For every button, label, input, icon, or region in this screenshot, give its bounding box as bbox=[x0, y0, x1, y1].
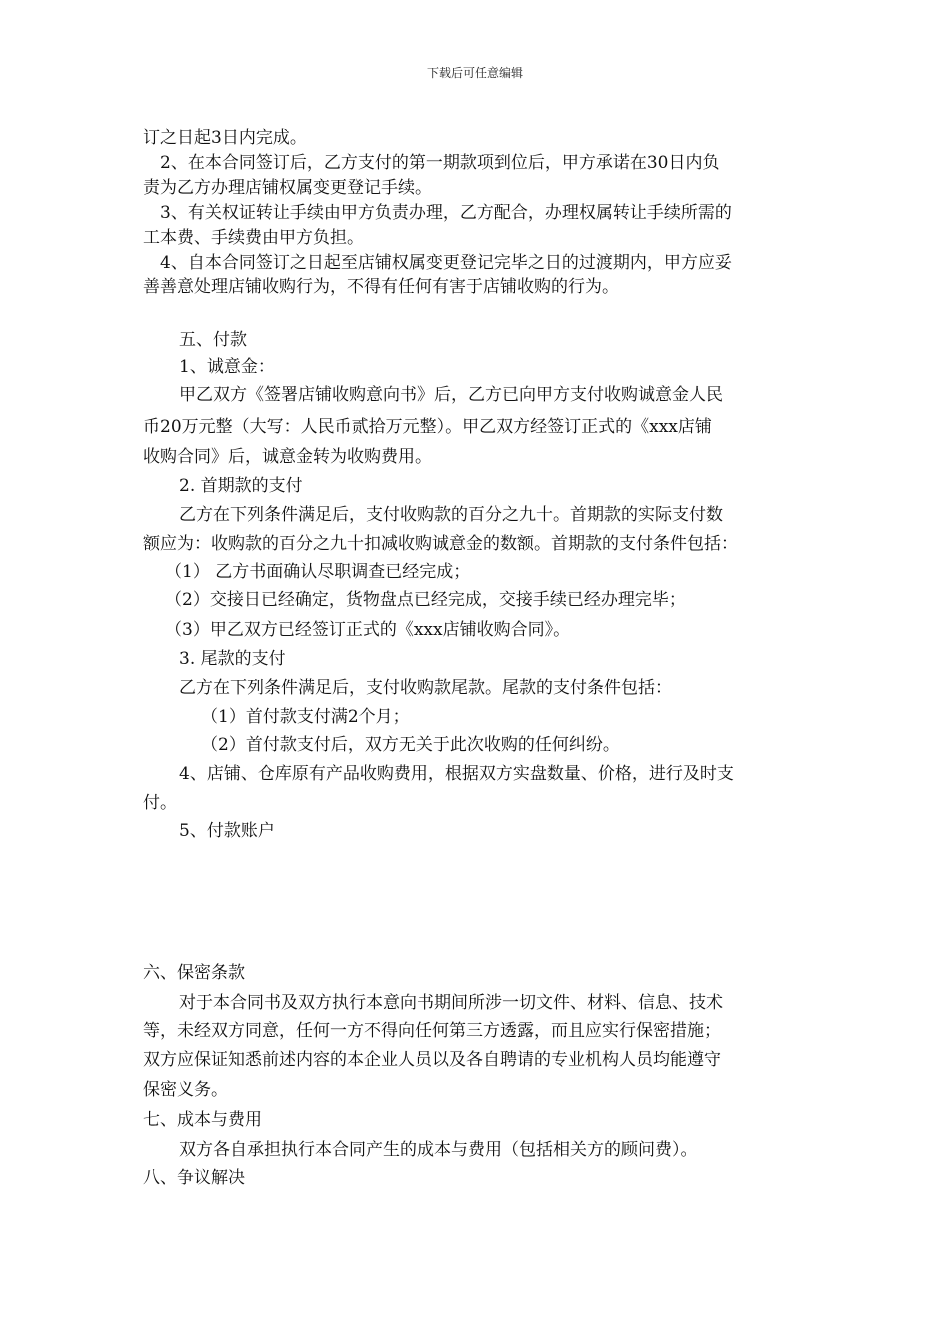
text-line: 订之日起3日内完成。 bbox=[143, 128, 307, 148]
text-line: 工本费、手续费由甲方负担。 bbox=[143, 228, 364, 248]
text-line: 保密义务。 bbox=[143, 1080, 228, 1100]
text-line: 币20万元整（大写：人民币贰拾万元整）。甲乙双方经签订正式的《xxx店铺 bbox=[143, 417, 712, 437]
text-line: 4、店铺、仓库原有产品收购费用，根据双方实盘数量、价格，进行及时支 bbox=[179, 764, 734, 784]
text-line: 额应为：收购款的百分之九十扣减收购诚意金的数额。首期款的支付条件包括： bbox=[143, 534, 738, 554]
section-heading: 八、争议解决 bbox=[143, 1168, 245, 1188]
text-line: 3. 尾款的支付 bbox=[179, 649, 286, 669]
text-line: 3、有关权证转让手续由甲方负责办理，乙方配合，办理权属转让手续所需的 bbox=[160, 203, 732, 223]
text-line: 2、在本合同签订后，乙方支付的第一期款项到位后，甲方承诺在30日内负 bbox=[160, 153, 720, 173]
text-line: 乙方在下列条件满足后，支付收购款的百分之九十。首期款的实际支付数 bbox=[179, 505, 723, 525]
text-line: 收购合同》后，诚意金转为收购费用。 bbox=[143, 447, 432, 467]
section-heading: 六、保密条款 bbox=[143, 963, 245, 983]
section-heading: 七、成本与费用 bbox=[143, 1110, 262, 1130]
text-line: 1、诚意金： bbox=[179, 357, 275, 377]
text-line: 甲乙双方《签署店铺收购意向书》后，乙方已向甲方支付收购诚意金人民 bbox=[179, 385, 723, 405]
text-line: 对于本合同书及双方执行本意向书期间所涉一切文件、材料、信息、技术 bbox=[179, 993, 723, 1013]
text-line: 双方应保证知悉前述内容的本企业人员以及各自聘请的专业机构人员均能遵守 bbox=[143, 1050, 721, 1070]
text-line: 善善意处理店铺收购行为，不得有任何有害于店铺收购的行为。 bbox=[143, 277, 619, 297]
text-line: （3）甲乙双方已经签订正式的《xxx店铺收购合同》。 bbox=[165, 620, 571, 640]
text-line: 付。 bbox=[143, 793, 177, 813]
text-line: 5、付款账户 bbox=[179, 821, 275, 841]
text-line: 乙方在下列条件满足后，支付收购款尾款。尾款的支付条件包括： bbox=[179, 678, 672, 698]
text-line: 等，未经双方同意，任何一方不得向任何第三方透露，而且应实行保密措施； bbox=[143, 1021, 721, 1041]
text-line: （1） 乙方书面确认尽职调查已经完成； bbox=[165, 562, 471, 582]
text-line: （1）首付款支付满2个月； bbox=[201, 707, 410, 727]
text-line: （2）交接日已经确定，货物盘点已经完成，交接手续已经办理完毕； bbox=[165, 590, 686, 610]
text-line: 2. 首期款的支付 bbox=[179, 476, 303, 496]
text-line: （2）首付款支付后，双方无关于此次收购的任何纠纷。 bbox=[201, 735, 620, 755]
text-line: 责为乙方办理店铺权属变更登记手续。 bbox=[143, 178, 432, 198]
section-heading: 五、付款 bbox=[179, 330, 247, 350]
text-line: 双方各自承担执行本合同产生的成本与费用（包括相关方的顾问费）。 bbox=[179, 1140, 698, 1160]
text-line: 4、自本合同签订之日起至店铺权属变更登记完毕之日的过渡期内，甲方应妥 bbox=[160, 253, 732, 273]
page-header: 下载后可任意编辑 bbox=[426, 66, 523, 80]
